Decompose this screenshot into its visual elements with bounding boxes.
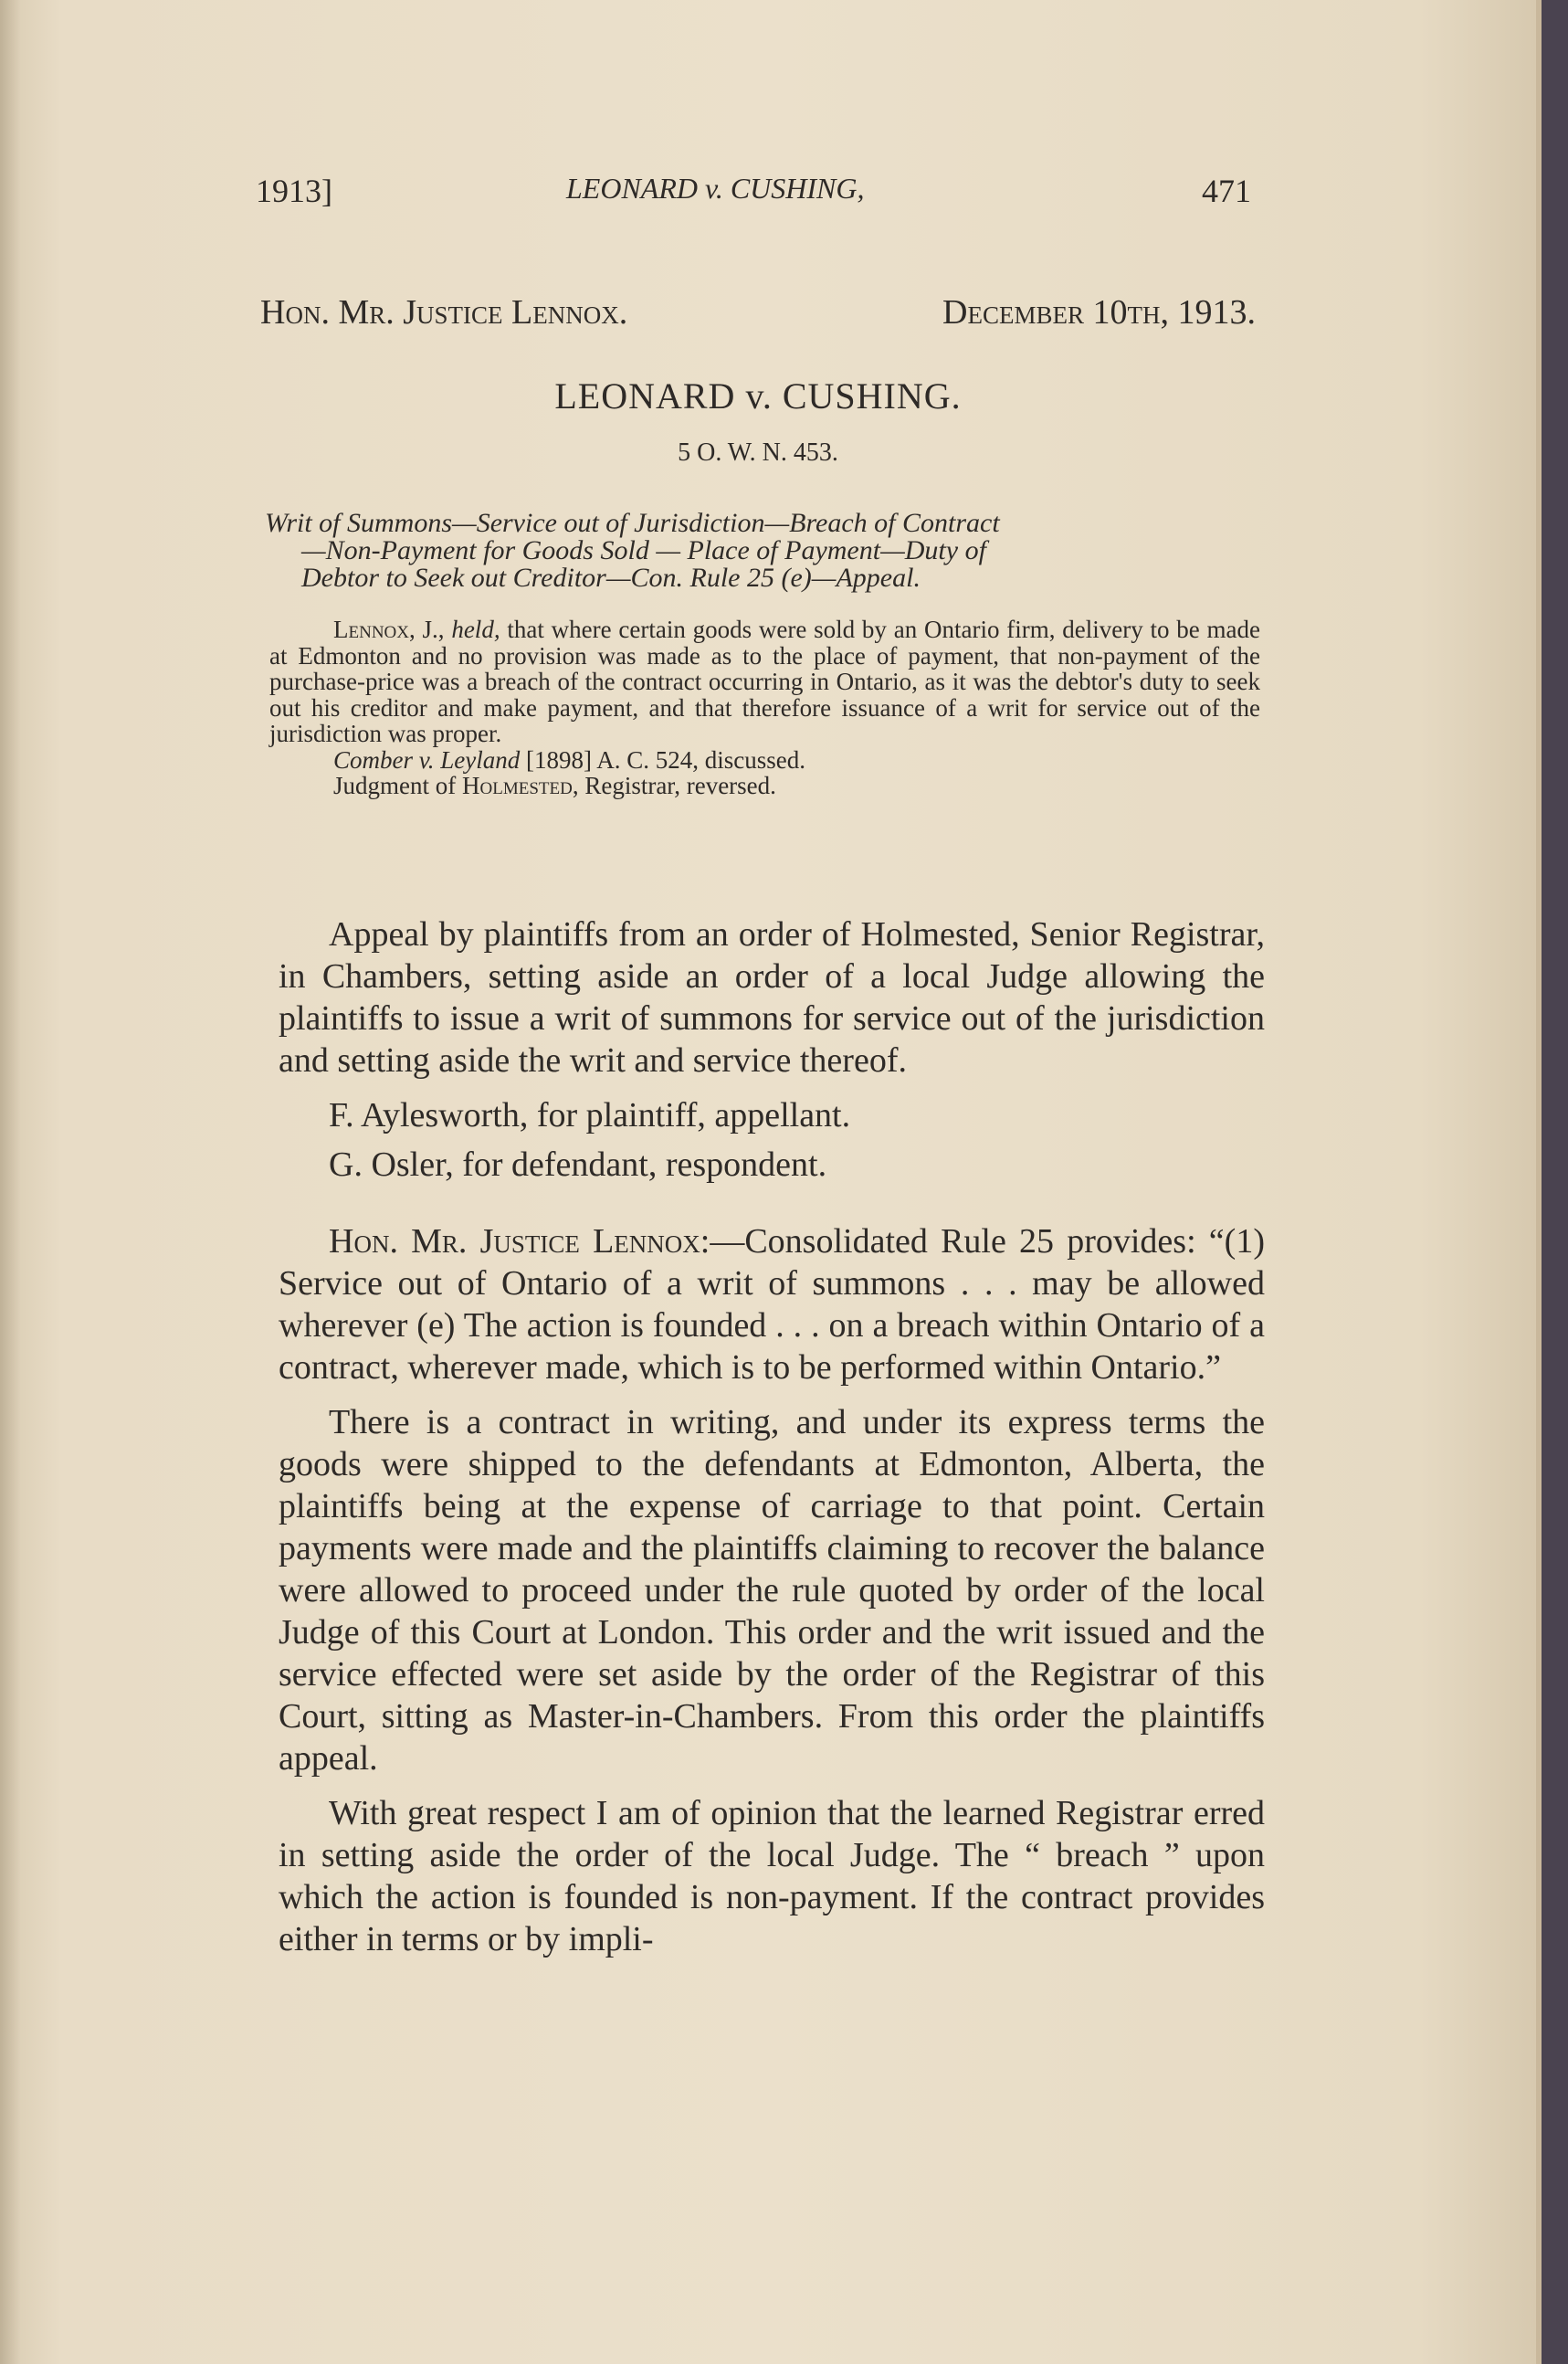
page-number: 471 [1202,173,1251,209]
counsel-appellant: F. Aylesworth, for plaintiff, appellant. [329,1096,851,1135]
page-binding [0,0,20,2364]
report-citation: 5 O. W. N. 453. [678,438,838,467]
spacer [279,1193,1265,1220]
judgment-reversed [269,773,1260,799]
judgment-body [279,913,1265,1973]
headnote [265,510,1260,592]
judgment-speaker: Hon. Mr. Justice Lennox [329,1222,700,1261]
body-paragraph: With great respect I am of opinion that the learned Registrar erred in setting aside the order of the local Judge. The “ breach ” upon which the action is founded is non-payment. If the contract provides either in terms or by impli- [279,1794,1265,1958]
held-paragraph [269,617,1260,747]
judgment-text: :—Consolidated Rule 25 provides: “(1) Service out of Ontario of a writ of summons . . . may be allowed wherever (e) The action is founded . . . on a breach within Ontario of a contract, wherever made, which is to be performed within Ontario.” [279,1222,1265,1387]
held-text: that where certain goods were sold by an Ontario firm, delivery to be made at Edmonton and no provision was made as to the place of payment, that non-payment of the purchase-price was a breach of the contract occurring in Ontario, as it was the debtor's duty to seek out his creditor and make payment, and that therefore issuance of a writ for service out of the jurisdiction was proper. [269,616,1261,747]
running-head-case: LEONARD v. CUSHING, [566,172,865,205]
decision-date: December 10th, 1913. [942,293,1256,332]
running-head [256,172,1251,217]
headnote-line: Writ of Summons—Service out of Jurisdiction—Breach of Contract [265,508,1000,538]
held-summary [269,617,1260,799]
headnote-line: Debtor to Seek out Creditor—Con. Rule 25 (e)—Appeal. [301,563,921,593]
held-word: held, [451,616,500,643]
judgment-prefix: Judgment of [333,772,457,799]
judgment-paragraph [279,1220,1265,1388]
judge-name: Hon. Mr. Justice Lennox. [260,293,628,332]
counsel-respondent: G. Osler, for defendant, respondent. [329,1145,827,1184]
judgment-suffix: Registrar, reversed. [584,772,776,799]
headnote-line: —Non-Payment for Goods Sold — Place of Payment—Duty of [301,535,986,565]
case-title: LEONARD v. CUSHING. [554,375,962,417]
held-judge: Lennox, J., [333,616,445,643]
page-edge [1536,0,1542,2364]
case-reference-name: Comber v. Leyland [333,745,521,774]
body-paragraph: There is a contract in writing, and under its express terms the goods were shipped to the defendants at Edmonton, Alberta, the plaintiffs being at the expense of carriage to that point. Certain payments were made and the plaintiffs claiming to recover the balance were allowed to proceed under the rule quoted by order of the local Judge of this Court at London. This order and the writ issued and the service effected were set aside by the order of the Registrar of this Court, sitting as Master-in-Chambers. From this order the plaintiffs appeal. [279,1403,1265,1778]
case-reference [269,747,1260,774]
case-reference-detail: [1898] A. C. 524, discussed. [525,745,805,774]
judgment-registrar: Holmested, [462,772,579,799]
appeal-paragraph: Appeal by plaintiffs from an order of Holmested, Senior Registrar, in Chambers, setting aside an order of a local Judge allowing the plaintiffs to issue a writ of summons for service out of the jurisdiction and setting aside the writ and service thereof. [279,915,1265,1080]
running-head-year: 1913] [256,173,332,209]
court-line [260,292,1256,332]
